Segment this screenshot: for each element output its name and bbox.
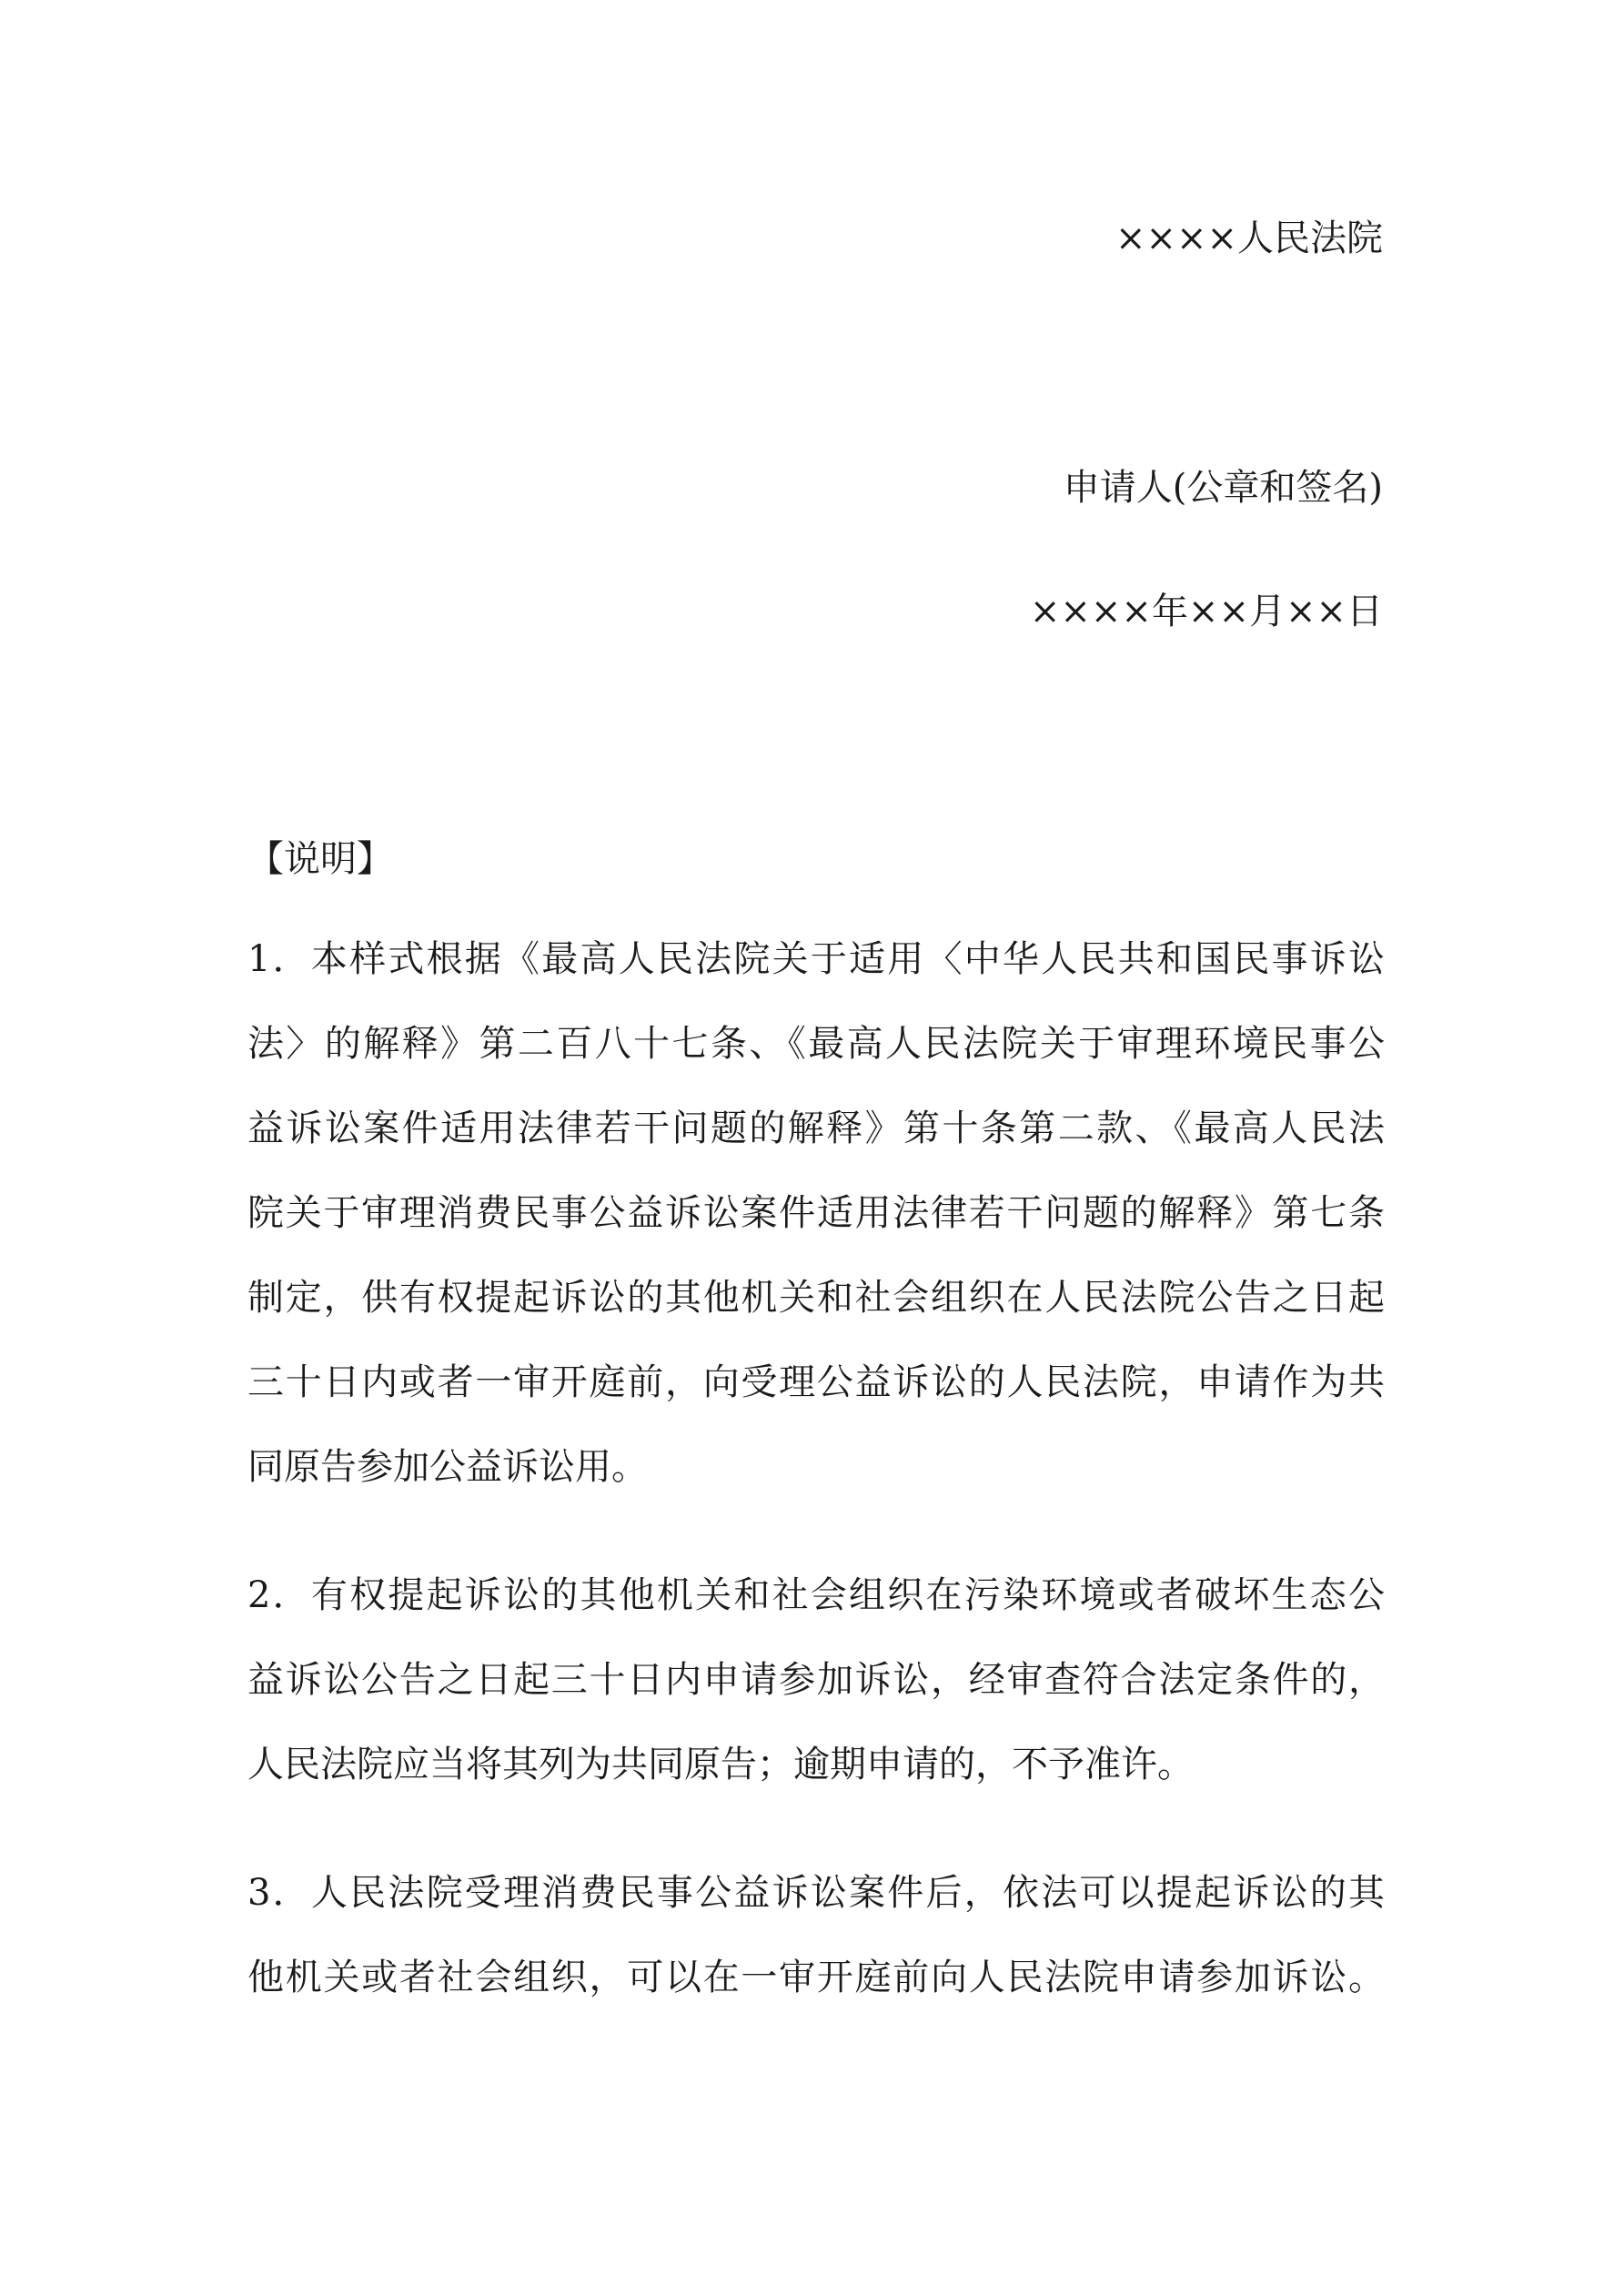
notes-item-line: 三十日内或者一审开庭前，向受理公益诉讼的人民法院，申请作为共 bbox=[247, 1361, 1385, 1403]
notes-item-line: 制定，供有权提起诉讼的其他机关和社会组织在人民法院公告之日起 bbox=[247, 1277, 1385, 1319]
notes-section bbox=[247, 837, 1385, 2084]
notes-item-line: 院关于审理消费民事公益诉讼案件适用法律若干问题的解释》第七条 bbox=[247, 1192, 1385, 1234]
notes-item-1 bbox=[247, 937, 1385, 1530]
notes-item-line: 同原告参加公益诉讼用。 bbox=[247, 1446, 648, 1488]
notes-title: 【说明】 bbox=[247, 838, 393, 880]
notes-item-2 bbox=[247, 1573, 1385, 1827]
court-name: ××××人民法院 bbox=[1115, 217, 1383, 259]
notes-item-line: 法〉的解释》第二百八十七条、《最高人民法院关于审理环境民事公 bbox=[247, 1023, 1385, 1065]
notes-item-line: 益诉讼公告之日起三十日内申请参加诉讼，经审查符合法定条件的， bbox=[247, 1659, 1385, 1701]
applicant-signature-line: 申请人(公章和签名) bbox=[1063, 467, 1383, 509]
notes-item-line: 人民法院应当将其列为共同原告；逾期申请的，不予准许。 bbox=[247, 1744, 1194, 1785]
notes-item-line: 益诉讼案件适用法律若干问题的解释》第十条第二款、《最高人民法 bbox=[247, 1108, 1385, 1149]
notes-item-line: 2．有权提起诉讼的其他机关和社会组织在污染环境或者破坏生态公 bbox=[247, 1574, 1385, 1616]
date-line: ××××年××月××日 bbox=[1029, 591, 1383, 632]
notes-item-line: 他机关或者社会组织，可以在一审开庭前向人民法院申请参加诉讼。 bbox=[247, 1957, 1385, 1998]
notes-item-3 bbox=[247, 1871, 1385, 2040]
notes-item-line: 1．本样式根据《最高人民法院关于适用〈中华人民共和国民事诉讼 bbox=[247, 938, 1385, 980]
notes-item-line: 3．人民法院受理消费民事公益诉讼案件后，依法可以提起诉讼的其 bbox=[247, 1872, 1385, 1914]
